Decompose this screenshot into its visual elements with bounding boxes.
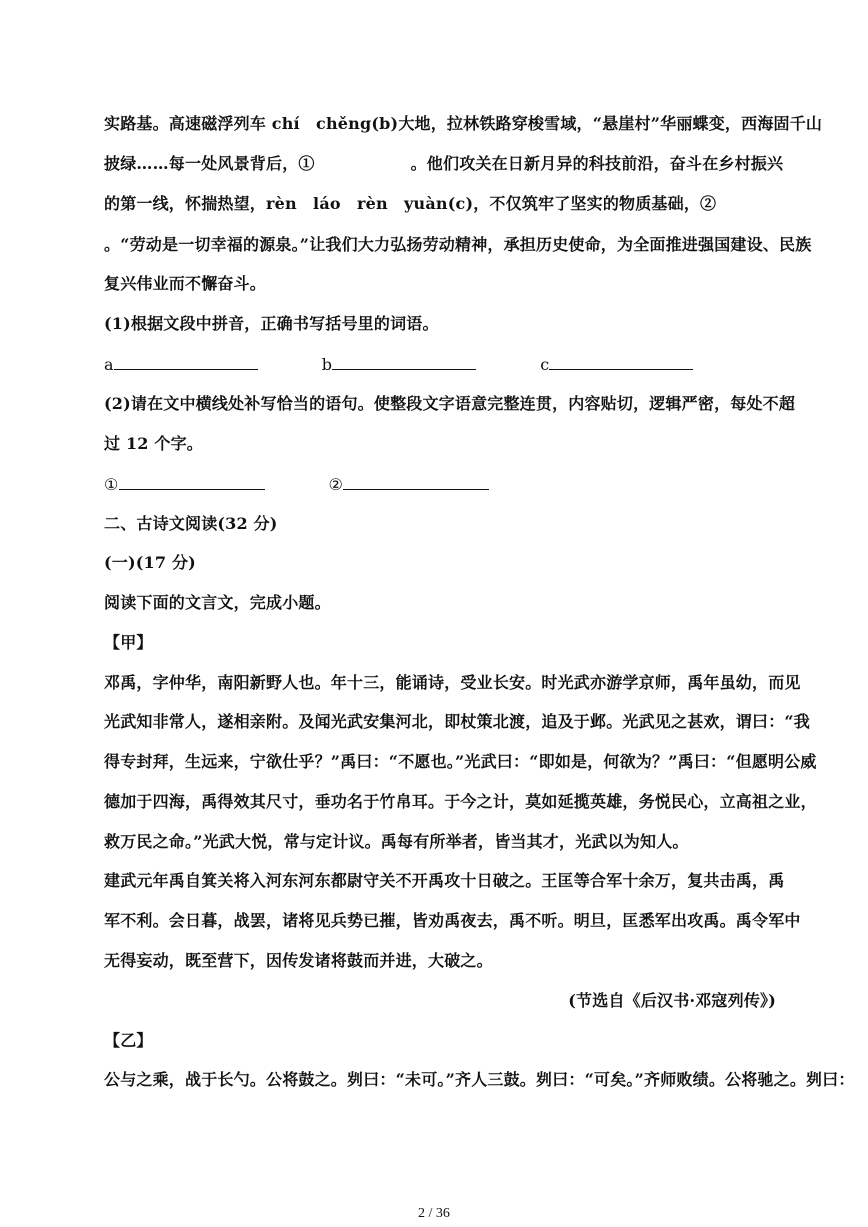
answer-c-blank[interactable]	[549, 354, 693, 370]
passage-line-4: 。“劳动是一切幸福的源泉。”让我们大力弘扬劳动精神，承担历史使命，为全面推进强国建设、民族	[104, 235, 812, 254]
answer-a-blank[interactable]	[114, 354, 258, 370]
jia-line-7: 军不利。会日暮，战罢，诸将见兵势已摧，皆劝禹夜去，禹不听。明旦，匡悉军出攻禹。禹令军中	[104, 911, 801, 930]
answer-b-blank[interactable]	[332, 354, 476, 370]
answer-2-blank[interactable]	[343, 474, 489, 490]
page-number: 2 / 36	[418, 1206, 450, 1221]
answer-a-label: a	[104, 355, 114, 374]
question-2-prompt-line-1: (2)请在文中横线处补写恰当的语句。使整段文字语意完整连贯，内容贴切，逻辑严密，每处不超	[104, 394, 796, 413]
question-1-prompt: (1)根据文段中拼音，正确书写括号里的词语。	[104, 314, 439, 333]
passage-line-5: 复兴伟业而不懈奋斗。	[104, 274, 267, 293]
jia-line-5: 救万民之命。”光武大悦，常与定计议。禹每有所举者，皆当其才，光武以为知人。	[104, 832, 689, 851]
question-2-answers	[104, 474, 776, 495]
jia-line-6: 建武元年禹自箕关将入河东河东都尉守关不开禹攻十日破之。王匡等合军十余万，复共击禹，禹	[104, 871, 785, 890]
passage-line-1: 实路基。高速磁浮列车 chí chěng(b)大地，拉林铁路穿梭雪域，“悬崖村”华丽蝶变，西海固千山	[104, 114, 823, 133]
passage-jia-label: 【甲】	[104, 633, 153, 652]
passage-yi-label: 【乙】	[104, 1031, 153, 1050]
answer-2-label: ②	[328, 475, 344, 494]
jia-line-2: 光武知非常人，遂相亲附。及闻光武安集河北，即杖策北渡，追及于邺。光武见之甚欢，谓曰：“我	[104, 712, 811, 731]
passage-line-2-start: 披绿……每一处风景背后，①	[104, 154, 315, 173]
answer-1-label: ①	[104, 475, 119, 494]
jia-line-1: 邓禹，字仲华，南阳新野人也。年十三，能诵诗，受业长安。时光武亦游学京师，禹年虽幼，而见	[104, 673, 801, 692]
passage-line-2-end: 。他们攻关在日新月异的科技前沿，奋斗在乡村振兴	[410, 154, 784, 173]
question-2-prompt-line-2: 过 12 个字。	[104, 434, 204, 453]
yi-line-1: 公与之乘，战于长勺。公将鼓之。刿曰：“未可。”齐人三鼓。刿曰：“可矣。”齐师败绩。公将驰之。刿曰：	[104, 1070, 855, 1089]
jia-source: (节选自《后汉书·邓寇列传》)	[568, 991, 776, 1010]
answer-b-label: b	[321, 355, 333, 374]
section-2-subheading: (一)(17 分)	[104, 553, 196, 572]
section-2-instruction: 阅读下面的文言文，完成小题。	[104, 593, 331, 612]
passage-line-2	[104, 154, 784, 174]
jia-line-8: 无得妄动，既至营下，因传发诸将鼓而并进，大破之。	[104, 951, 493, 970]
jia-line-3: 得专封拜，生远来，宁欲仕乎？”禹曰：“不愿也。”光武曰：“即如是，何欲为？”禹曰：“但愿明公威	[104, 752, 817, 771]
jia-line-4: 德加于四海，禹得效其尺寸，垂功名于竹帛耳。于今之计，莫如延揽英雄，务悦民心，立高祖之业，	[104, 792, 817, 811]
question-1-answers	[104, 354, 776, 375]
answer-c-label: c	[540, 355, 550, 374]
answer-1-blank[interactable]	[119, 474, 265, 490]
passage-line-3: 的第一线，怀揣热望，rèn láo rèn yuàn(c)，不仅筑牢了坚实的物质基础，②	[104, 194, 717, 213]
section-2-heading: 二、古诗文阅读(32 分)	[104, 514, 278, 533]
